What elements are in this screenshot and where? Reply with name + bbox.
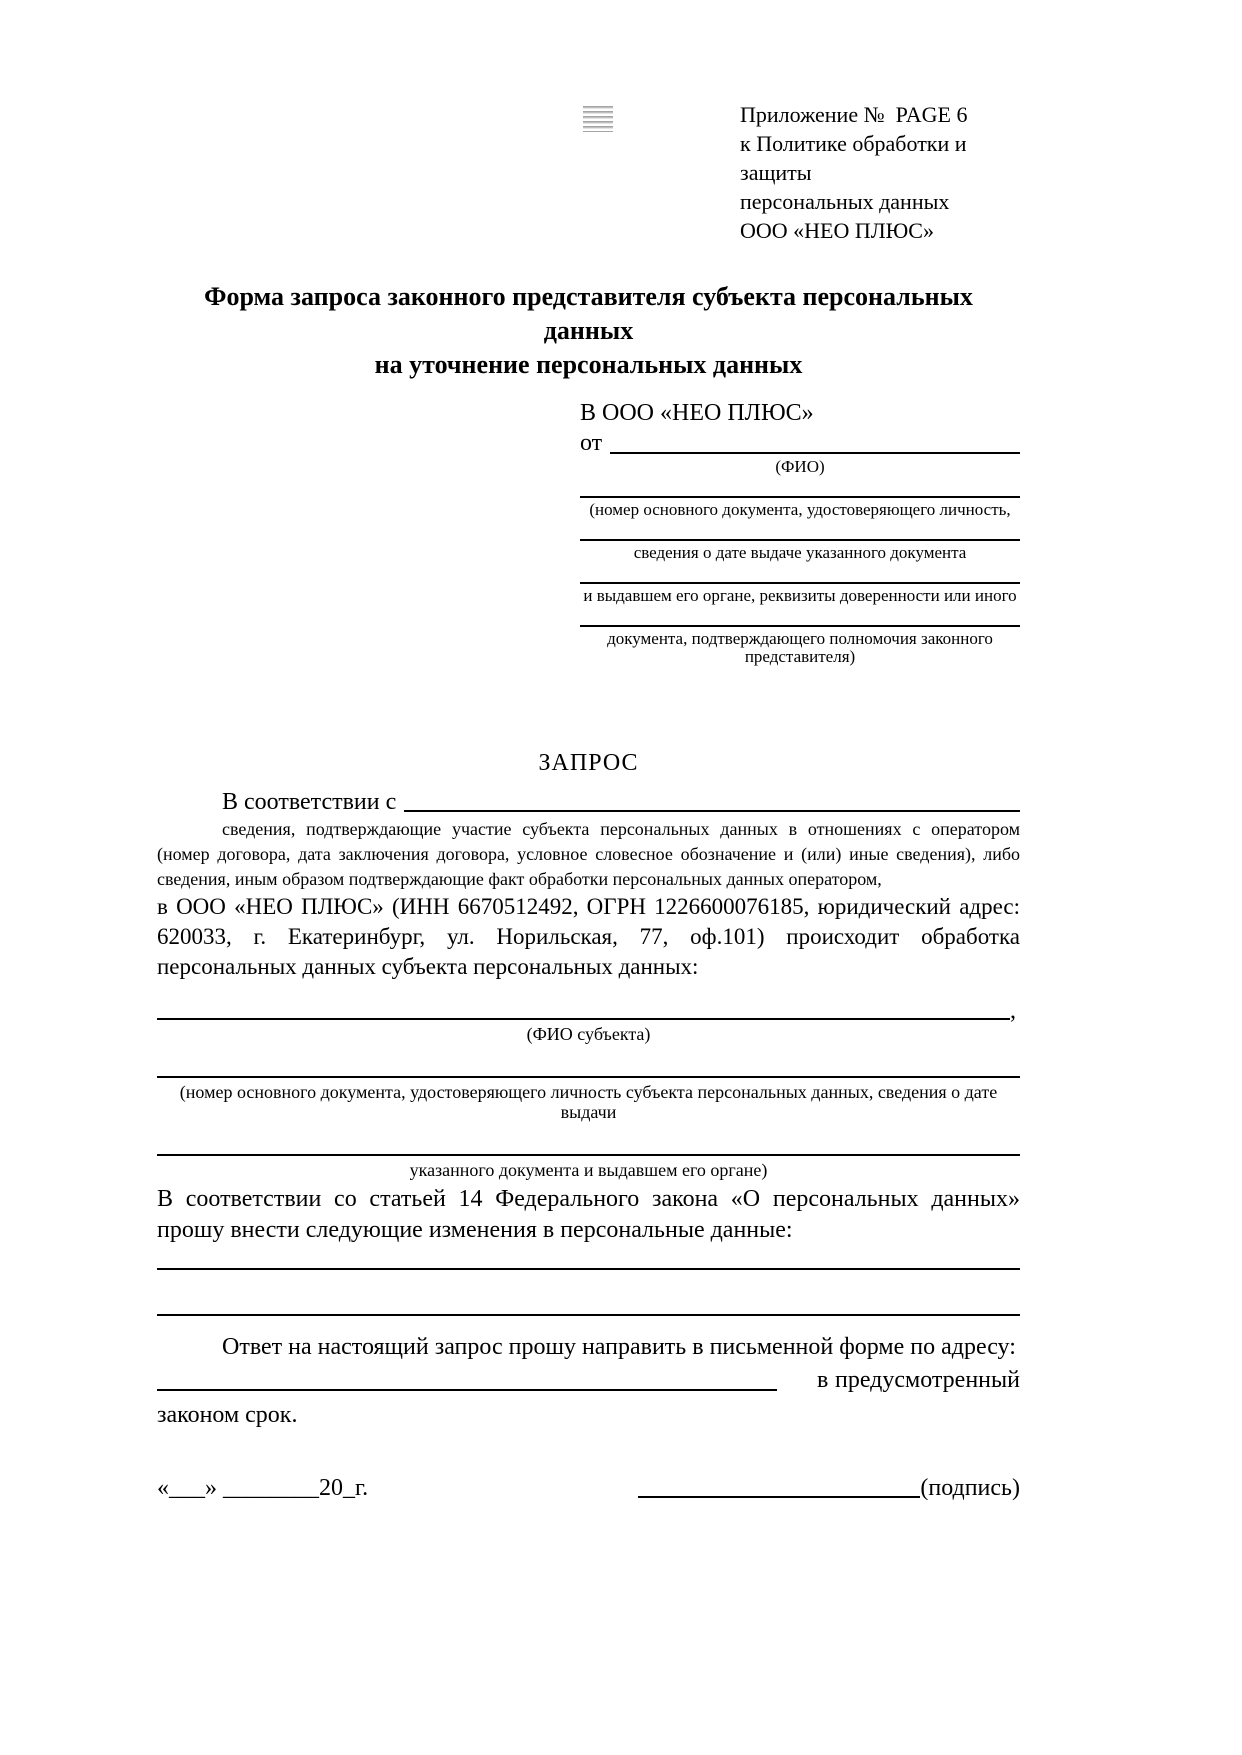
policy-line-1: к Политике обработки и защиты: [740, 131, 967, 185]
blank-field-line: [157, 1050, 1020, 1078]
header-text-block: [740, 100, 1040, 245]
blank-field-line: [580, 570, 1020, 584]
blank-field-line: [580, 484, 1020, 498]
subject-caption: указанного документа и выдавшем его органе): [409, 1160, 768, 1180]
accordance-blank-line: [404, 810, 1020, 812]
subject-fio-row: [157, 998, 1020, 1024]
accordance-row: [157, 787, 1020, 817]
title-line-1: Форма запроса законного представителя субъекта персональных данных: [204, 282, 973, 345]
title-line-2: на уточнение персональных данных: [374, 350, 803, 379]
field-group: [580, 527, 1020, 562]
accordance-prefix: В соответствии с: [222, 789, 397, 815]
field-caption: и выдавшем его органе, реквизиты доверенности или иного: [583, 586, 1017, 605]
reply-word-pred: предусмотренный: [834, 1367, 1020, 1393]
field-caption: сведения о дате выдаче указанного документа: [633, 543, 967, 562]
addressee-company: В ООО «НЕО ПЛЮС»: [580, 400, 814, 426]
subject-blank-line: [157, 1018, 1010, 1020]
subject-caption: (номер основного документа, удостоверяющего личность субъекта персональных данных, сведения о дате выдачи: [179, 1082, 998, 1122]
signature-right: [638, 1473, 1020, 1503]
subject-caption: (ФИО субъекта): [526, 1024, 651, 1044]
document-header: [157, 0, 1020, 243]
reply-address-row: [157, 1365, 1020, 1396]
fio-caption: (ФИО): [775, 457, 825, 476]
operator-paragraph: в ООО «НЕО ПЛЮС» (ИНН 6670512492, ОГРН 1226600076185, юридический адрес: 620033, г. Екатеринбург, ул. Норильская, 77, оф.101) происходит обработка персональных данных субъекта персональных данных:: [157, 894, 1020, 979]
changes-blank-line-1: [157, 1268, 1020, 1270]
from-label: от: [580, 430, 603, 456]
field-group: [580, 570, 1020, 605]
field-code-mark: [583, 106, 613, 132]
article-paragraph: В соответствии со статьей 14 Федерального закона «О персональных данных» прошу внести следующие изменения в персональные данные:: [157, 1186, 1020, 1243]
subject-comma: ,: [1010, 998, 1016, 1024]
subject-field-group: [157, 1128, 1020, 1180]
blank-field-line: [580, 527, 1020, 541]
signature-blank-line: [638, 1496, 920, 1498]
blank-field-line: [580, 613, 1020, 627]
date-blank: «___» ________20_г.: [157, 1475, 369, 1501]
appendix-line: Приложение № PAGE 6: [740, 102, 968, 127]
field-group: [580, 613, 1020, 666]
subject-field-group: [157, 1050, 1020, 1122]
field-caption: (номер основного документа, удостоверяющего личность,: [589, 500, 1011, 519]
blank-field-line: [157, 1128, 1020, 1156]
signature-caption: (подпись): [920, 1475, 1020, 1501]
addressee-block: [580, 398, 1020, 666]
footnote-text: сведения, подтверждающие участие субъекта персональных данных в отношениях с оператором (номер договора, дата заключения договора, условное словесное обозначение и (или) иные сведения), либо сведения, иным образом подтверждающие факт обработки персональных данных оператором,: [157, 819, 1020, 889]
reply-word-v: в: [817, 1367, 829, 1393]
request-heading: ЗАПРОС: [538, 750, 639, 776]
field-caption: документа, подтверждающего полномочия законного представителя): [607, 629, 993, 666]
signature-row: [157, 1473, 1020, 1503]
reply-sentence: Ответ на настоящий запрос прошу направить в письменной форме по адресу:: [222, 1334, 1016, 1360]
from-blank-line: [610, 452, 1020, 454]
header-company: ООО «НЕО ПЛЮС»: [740, 218, 934, 243]
page-content: [157, 0, 1020, 1503]
field-group: [580, 484, 1020, 519]
from-row: [580, 428, 1020, 458]
reply-address-blank-line: [157, 1389, 777, 1391]
reply-tail: законом срок.: [157, 1402, 298, 1428]
changes-blank-line-2: [157, 1314, 1020, 1316]
policy-line-2: персональных данных: [740, 189, 950, 214]
document-title: [157, 280, 1020, 382]
